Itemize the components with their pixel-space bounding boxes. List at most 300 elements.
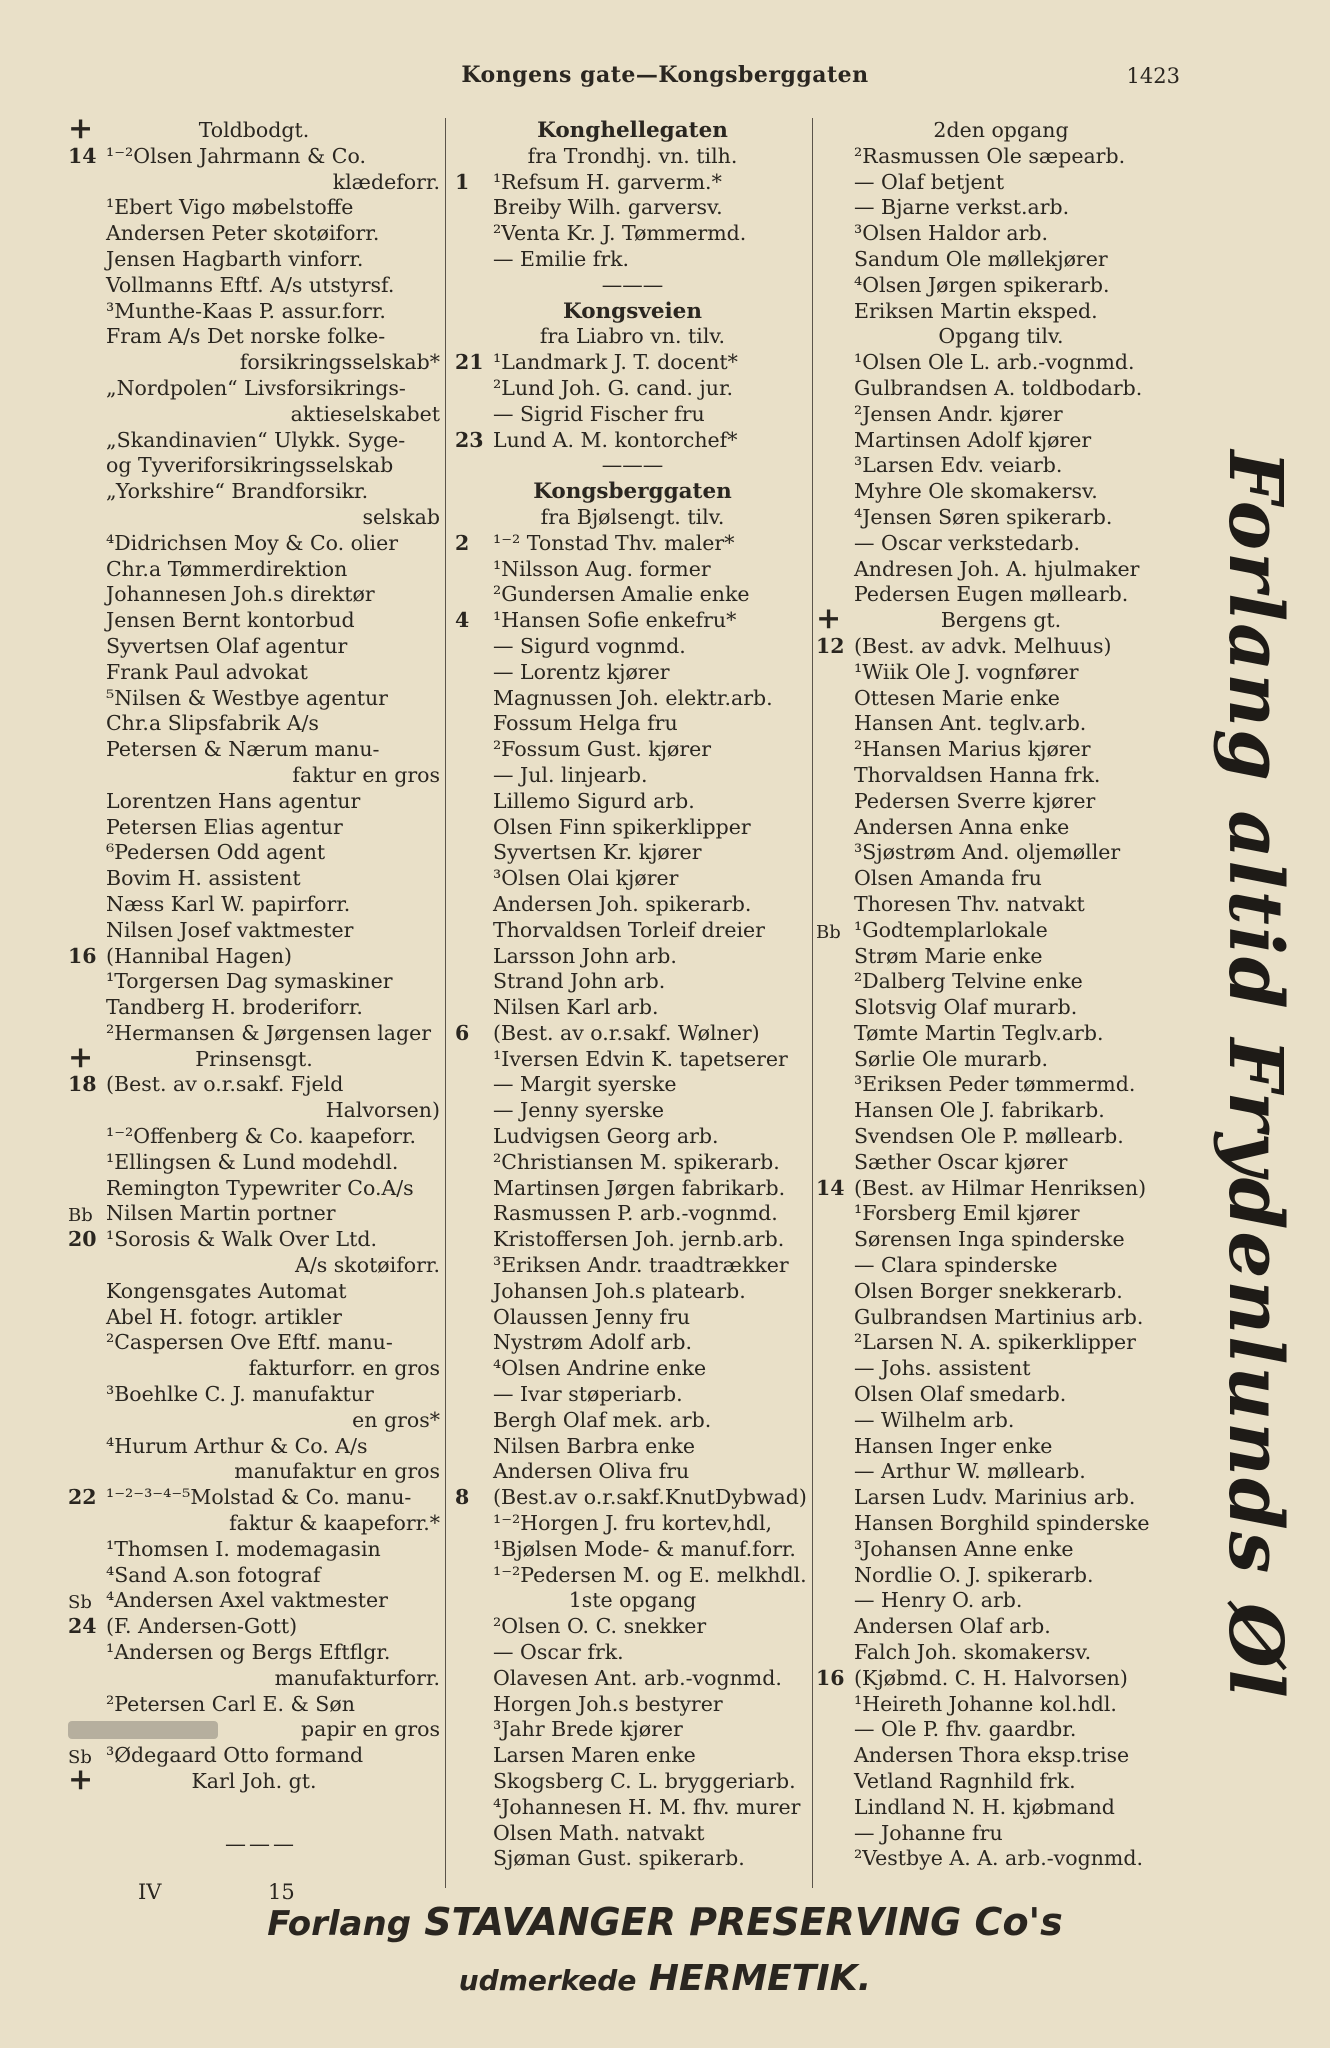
entry-text: Prinsensgt.	[195, 1046, 313, 1071]
directory-entry	[816, 737, 1186, 763]
entry-text: Martinsen Jørgen fabrikarb.	[493, 1175, 786, 1200]
directory-entry	[68, 324, 440, 350]
house-number: 4	[455, 608, 470, 633]
directory-entry	[68, 1098, 440, 1124]
entry-text: Sørlie Ole murarb.	[854, 1046, 1049, 1071]
directory-entry	[68, 634, 440, 660]
directory-entry	[455, 1098, 810, 1124]
directory-entry	[68, 1511, 440, 1537]
directory-entry	[455, 1124, 810, 1150]
entry-text: Olsen Finn spikerklipper	[493, 814, 751, 839]
directory-entry	[455, 299, 810, 325]
directory-entry	[68, 144, 440, 170]
directory-entry	[455, 557, 810, 583]
directory-entry	[816, 1253, 1186, 1279]
entry-text: ²Petersen Carl E. & Søn	[106, 1691, 355, 1716]
directory-entry	[455, 1279, 810, 1305]
directory-entry	[68, 170, 440, 196]
directory-entry	[455, 789, 810, 815]
directory-entry	[455, 1537, 810, 1563]
ink-smudge	[68, 1721, 218, 1739]
directory-entry	[455, 944, 810, 970]
bottom-ad-brand: STAVANGER PRESERVING Co's	[424, 1900, 1063, 1944]
entry-text: — Oscar frk.	[493, 1640, 624, 1665]
entry-text: Pedersen Eugen møllearb.	[854, 582, 1129, 607]
entry-text: Thoresen Thv. natvakt	[854, 891, 1085, 916]
directory-entry	[68, 1743, 440, 1769]
directory-entry	[455, 1408, 810, 1434]
entry-text: og Tyveriforsikringsselskab	[106, 453, 394, 478]
entry-text: Nystrøm Adolf arb.	[493, 1330, 692, 1355]
entry-text: — Clara spinderske	[854, 1253, 1058, 1278]
directory-entry	[68, 969, 440, 995]
directory-entry	[68, 111, 440, 146]
entry-text: Lindland N. H. kjøbmand	[854, 1794, 1115, 1819]
entry-text: Kongsveien	[563, 298, 702, 324]
entry-text: Andersen Peter skotøiforr.	[106, 221, 380, 246]
directory-entry	[68, 840, 440, 866]
directory-entry	[816, 1072, 1186, 1098]
entry-text: — Olaf betjent	[854, 169, 1005, 194]
directory-entry	[455, 840, 810, 866]
entry-text: klædeforr.	[332, 169, 440, 194]
house-number: 1	[455, 169, 470, 194]
directory-entry	[68, 299, 440, 325]
directory-entry	[68, 221, 440, 247]
directory-entry	[455, 1201, 810, 1227]
directory-entry	[455, 1021, 810, 1047]
entry-text: Frank Paul advokat	[106, 659, 308, 684]
directory-entry	[455, 453, 810, 479]
entry-text: Magnussen Joh. elektr.arb.	[493, 685, 773, 710]
entry-text: ²Hansen Marius kjører	[854, 737, 1091, 762]
entry-text: Larsen Maren enke	[493, 1743, 696, 1768]
entry-text: Vollmanns Eftf. A/s utstyrsf.	[106, 272, 395, 297]
directory-entry	[816, 944, 1186, 970]
directory-entry	[68, 273, 440, 299]
directory-entry	[455, 170, 810, 196]
directory-entry	[68, 660, 440, 686]
house-number: 16	[68, 943, 97, 968]
directory-entry	[816, 1795, 1186, 1821]
entry-text: — Ole P. fhv. gaardbr.	[854, 1717, 1077, 1742]
directory-entry	[816, 1640, 1186, 1666]
entry-text: ¹Ebert Vigo møbelstoffe	[106, 195, 354, 220]
directory-entry	[455, 1846, 810, 1872]
footer-sheet: 15	[268, 1880, 295, 1904]
directory-entry	[455, 918, 810, 944]
entry-text: ²Jensen Andr. kjører	[854, 401, 1063, 426]
entry-text: ³Jahr Brede kjører	[493, 1717, 683, 1742]
directory-entry	[68, 1021, 440, 1047]
house-number: 12	[816, 633, 845, 658]
entry-text: Olsen Amanda fru	[854, 866, 1042, 891]
directory-entry	[816, 995, 1186, 1021]
directory-entry	[455, 505, 810, 531]
house-number: 18	[68, 1072, 97, 1097]
directory-entry	[68, 195, 440, 221]
entry-text: Næss Karl W. papirforr.	[106, 891, 351, 916]
entry-text: Bergh Olaf mek. arb.	[493, 1407, 712, 1432]
directory-entry	[455, 1666, 810, 1692]
entry-text: Remington Typewriter Co.A/s	[106, 1175, 414, 1200]
directory-entry	[455, 582, 810, 608]
entry-text: Ludvigsen Georg arb.	[493, 1124, 719, 1149]
entry-text: Olsen Olaf smedarb.	[854, 1382, 1067, 1407]
page-title: Kongens gate—Kongsberggaten	[461, 62, 869, 88]
directory-entry	[68, 892, 440, 918]
entry-text: Thorvaldsen Hanna frk.	[854, 762, 1101, 787]
directory-entry	[816, 1021, 1186, 1047]
entry-text: Fossum Helga fru	[493, 711, 678, 736]
entry-text: ³Sjøstrøm And. oljemøller	[854, 840, 1121, 865]
directory-entry	[455, 350, 810, 376]
entry-text: manufaktur en gros	[234, 1459, 440, 1484]
entry-text: ³Ødegaard Otto formand	[106, 1743, 364, 1768]
bottom-ad-line-1	[0, 1900, 1330, 1944]
directory-entry	[68, 1537, 440, 1563]
entry-text: ¹Torgersen Dag symaskiner	[106, 969, 393, 994]
entry-text: Slotsvig Olaf murarb.	[854, 995, 1078, 1020]
entry-text: ³Johansen Anne enke	[854, 1536, 1074, 1561]
directory-entry	[455, 1717, 810, 1743]
entry-text: Hansen Ant. teglv.arb.	[854, 711, 1087, 736]
entry-text: Skogsberg C. L. bryggeriarb.	[493, 1769, 796, 1793]
directory-entry	[68, 1382, 440, 1408]
entry-text: Olavesen Ant. arb.-vognmd.	[493, 1665, 782, 1690]
directory-entry	[816, 1563, 1186, 1589]
directory-entry	[816, 376, 1186, 402]
directory-entry	[455, 402, 810, 428]
entry-text: Jensen Hagbarth vinforr.	[106, 246, 364, 271]
directory-entry	[816, 686, 1186, 712]
cross-street-marker: +	[68, 1762, 94, 1797]
entry-text: ¹Hansen Sofie enkefru*	[493, 608, 737, 633]
entry-text: Tømte Martin Teglv.arb.	[854, 1020, 1104, 1045]
entry-text: ⁴Andersen Axel vaktmester	[106, 1588, 388, 1613]
entry-text: Vetland Ragnhild frk.	[854, 1769, 1076, 1793]
entry-text: (Best. av o.r.sakf. Wølner)	[493, 1020, 760, 1045]
entry-text: ¹Nilsson Aug. former	[493, 556, 711, 581]
entry-text: Strøm Marie enke	[854, 943, 1043, 968]
entry-text: ³Eriksen Andr. traadtrækker	[493, 1253, 789, 1278]
entry-text: Kristoffersen Joh. jernb.arb.	[493, 1227, 785, 1252]
directory-entry	[816, 299, 1186, 325]
directory-entry	[68, 247, 440, 273]
directory-entry	[455, 531, 810, 557]
entry-text: „Yorkshire“ Brandforsikr.	[106, 479, 369, 504]
entry-text: faktur en gros	[292, 762, 440, 787]
entry-text: Sandum Ole møllekjører	[854, 246, 1108, 271]
entry-text: ²Fossum Gust. kjører	[493, 737, 712, 762]
column-divider	[812, 118, 813, 1888]
directory-entry	[816, 1176, 1186, 1202]
directory-entry	[816, 1305, 1186, 1331]
entry-text: Horgen Joh.s bestyrer	[493, 1691, 723, 1716]
entry-text: Lund A. M. kontorchef*	[493, 427, 738, 452]
entry-text: Petersen & Nærum manu-	[106, 737, 380, 762]
entry-text: ¹Sorosis & Walk Over Ltd.	[106, 1227, 377, 1252]
entry-text: ³Olsen Haldor arb.	[854, 221, 1049, 246]
entry-text: A/s skotøiforr.	[295, 1253, 440, 1278]
entry-text: Bergens gt.	[940, 608, 1062, 633]
directory-entry	[68, 763, 440, 789]
entry-text: Tandberg H. broderiforr.	[106, 995, 363, 1020]
directory-entry	[455, 1434, 810, 1460]
entry-text: — Lorentz kjører	[493, 659, 670, 684]
directory-entry	[68, 918, 440, 944]
entry-text: Svendsen Ole P. møllearb.	[854, 1124, 1124, 1149]
directory-entry	[455, 1072, 810, 1098]
entry-text: Nilsen Josef vaktmester	[106, 917, 354, 942]
entry-text: ¹⁻²Horgen J. fru kortev,hdl,	[493, 1511, 773, 1536]
entry-text: Hansen Borghild spinderske	[854, 1511, 1150, 1536]
directory-entry	[816, 1098, 1186, 1124]
directory-entry	[68, 402, 440, 428]
house-number: 6	[455, 1020, 470, 1045]
entry-text: fra Liabro vn. tilv.	[539, 324, 726, 349]
house-number: 20	[68, 1227, 97, 1252]
directory-entry	[68, 1563, 440, 1589]
directory-entry	[68, 1717, 440, 1743]
directory-entry	[68, 1692, 440, 1718]
entry-text: ¹Forsberg Emil kjører	[854, 1201, 1080, 1226]
directory-entry	[455, 1563, 810, 1589]
directory-entry	[455, 479, 810, 505]
directory-entry	[68, 1039, 440, 1075]
directory-entry	[816, 815, 1186, 841]
page-number: 1423	[1126, 64, 1180, 88]
directory-entry	[68, 1176, 440, 1202]
directory-entry	[455, 1485, 810, 1511]
directory-entry	[68, 1459, 440, 1485]
directory-entry	[816, 350, 1186, 376]
entry-text: ———	[601, 272, 664, 297]
entry-text: Nordlie O. J. spikerarb.	[854, 1562, 1094, 1587]
directory-entry	[68, 453, 440, 479]
entry-text: ¹Iversen Edvin K. tapetserer	[493, 1046, 788, 1071]
entry-text: ¹Ellingsen & Lund modehdl.	[106, 1149, 399, 1174]
directory-entry	[816, 273, 1186, 299]
side-advertisement	[1190, 450, 1320, 1700]
entry-text: — Jul. linjearb.	[493, 762, 648, 787]
directory-entry	[68, 428, 440, 454]
directory-entry	[816, 195, 1186, 221]
footer-volume: IV	[138, 1880, 162, 1904]
entry-text: — Ivar støperiarb.	[493, 1382, 683, 1407]
entry-text: 1ste opgang	[568, 1588, 697, 1613]
directory-entry	[455, 1382, 810, 1408]
entry-text: Kongsberggaten	[533, 479, 732, 505]
column-2	[455, 118, 810, 1872]
directory-entry	[816, 892, 1186, 918]
entry-text: (Kjøbmd. C. H. Halvorsen)	[854, 1665, 1128, 1690]
directory-entry	[68, 1408, 440, 1434]
entry-text: ⁴Hurum Arthur & Co. A/s	[106, 1433, 368, 1458]
entry-text: ¹Bjølsen Mode- & manuf.forr.	[493, 1536, 796, 1561]
entry-text: manufakturforr.	[274, 1665, 440, 1690]
directory-entry	[816, 247, 1186, 273]
directory-entry	[816, 479, 1186, 505]
entry-text: Johannesen Joh.s direktør	[106, 582, 375, 607]
directory-entry	[816, 1279, 1186, 1305]
column-3	[816, 118, 1186, 1872]
directory-entry	[455, 1227, 810, 1253]
entry-text: Chr.a Slipsfabrik A/s	[106, 711, 319, 736]
directory-entry	[455, 1588, 810, 1614]
side-ad-text: Forlang altid Frydenlunds Øl	[1212, 450, 1298, 1700]
directory-entry	[816, 1588, 1186, 1614]
directory-entry	[68, 711, 440, 737]
entry-text: ¹⁻²Pedersen M. og E. melkhdl.	[493, 1562, 807, 1587]
entry-text: ²Dalberg Telvine enke	[854, 969, 1083, 994]
directory-entry	[816, 1511, 1186, 1537]
entry-text: Halvorsen)	[325, 1098, 440, 1123]
entry-text: ²Venta Kr. J. Tømmermd.	[493, 221, 747, 246]
entry-text: ⁴Johannesen H. M. fhv. murer	[493, 1794, 801, 1819]
entry-text: ³Munthe-Kaas P. assur.forr.	[106, 298, 386, 323]
house-number: 8	[455, 1485, 470, 1510]
directory-entry	[68, 582, 440, 608]
entry-text: Andersen Joh. spikerarb.	[493, 891, 752, 916]
directory-entry	[68, 1305, 440, 1331]
entry-text: Hansen Inger enke	[854, 1433, 1053, 1458]
entry-text: Toldbodgt.	[198, 118, 310, 142]
entry-text: ³Boehlke C. J. manufaktur	[106, 1382, 374, 1407]
house-number: 14	[68, 143, 97, 168]
directory-entry	[68, 1485, 440, 1511]
entry-text: (Best.av o.r.sakf.KnutDybwad)	[493, 1485, 807, 1510]
bottom-ad-hermetik: HERMETIK.	[648, 1958, 872, 1999]
entry-text: — Henry O. arb.	[854, 1588, 1023, 1613]
entry-text: ²Larsen N. A. spikerklipper	[854, 1330, 1136, 1355]
house-number: 21	[455, 350, 484, 375]
directory-entry	[455, 892, 810, 918]
directory-entry	[455, 1305, 810, 1331]
directory-entry	[68, 866, 440, 892]
entry-text: Sjøman Gust. spikerarb.	[493, 1846, 745, 1871]
directory-entry	[68, 350, 440, 376]
entry-text: Konghellegaten	[537, 118, 728, 143]
directory-entry	[816, 1047, 1186, 1073]
house-number: Sb	[68, 1747, 92, 1769]
entry-text: ———	[601, 453, 664, 478]
house-number: 24	[68, 1614, 97, 1639]
directory-entry	[816, 918, 1186, 944]
directory-entry	[455, 195, 810, 221]
directory-entry	[68, 1614, 440, 1640]
entry-text: ²Olsen O. C. snekker	[493, 1614, 707, 1639]
directory-entry	[455, 1743, 810, 1769]
entry-text: — Wilhelm arb.	[854, 1407, 1015, 1432]
entry-text: Myhre Ole skomakersv.	[854, 479, 1098, 504]
directory-entry	[816, 170, 1186, 196]
directory-entry	[455, 1356, 810, 1382]
directory-entry	[68, 944, 440, 970]
directory-entry	[455, 144, 810, 170]
house-number: 14	[816, 1175, 845, 1200]
entry-text: Thorvaldsen Torleif dreier	[493, 917, 765, 942]
entry-text: Lillemo Sigurd arb.	[493, 788, 695, 813]
house-number: Bb	[816, 921, 841, 943]
entry-text: ¹Heireth Johanne kol.hdl.	[854, 1691, 1117, 1716]
entry-text: — Arthur W. møllearb.	[854, 1459, 1086, 1484]
directory-entry	[455, 634, 810, 660]
directory-entry	[816, 763, 1186, 789]
directory-entry	[455, 1150, 810, 1176]
directory-entry	[816, 866, 1186, 892]
directory-entry	[455, 608, 810, 634]
entry-text: — Bjarne verkst.arb.	[854, 195, 1070, 220]
house-number: 2	[455, 530, 470, 555]
house-number: 16	[816, 1665, 845, 1690]
directory-entry	[68, 376, 440, 402]
directory-entry	[816, 711, 1186, 737]
directory-entry	[455, 247, 810, 273]
directory-entry	[68, 1201, 440, 1227]
entry-text: ¹⁻²⁻³⁻⁴⁻⁵Molstad & Co. manu-	[106, 1485, 412, 1510]
entry-text: ¹⁻² Tonstad Thv. maler*	[493, 530, 735, 555]
entry-text: Andersen Olaf arb.	[854, 1614, 1051, 1639]
entry-text: ¹Godtemplarlokale	[854, 917, 1048, 942]
directory-entry	[816, 557, 1186, 583]
directory-entry	[816, 1459, 1186, 1485]
entry-text: — Margit syerske	[493, 1072, 677, 1097]
entry-text: selskab	[362, 504, 440, 529]
entry-text: Ottesen Marie enke	[854, 685, 1060, 710]
entry-text: Andersen Oliva fru	[493, 1459, 690, 1484]
entry-text: (F. Andersen-Gott)	[106, 1614, 298, 1639]
entry-text: ¹Olsen Ole L. arb.-vognmd.	[854, 350, 1135, 375]
directory-entry	[816, 634, 1186, 660]
directory-entry	[68, 1279, 440, 1305]
directory-entry	[816, 1408, 1186, 1434]
directory-entry	[68, 995, 440, 1021]
entry-text: aktieselskabet	[290, 401, 440, 426]
directory-entry	[816, 1330, 1186, 1356]
entry-text: Nilsen Karl arb.	[493, 995, 659, 1020]
entry-text: ¹Landmark J. T. docent*	[493, 350, 738, 375]
entry-text: ⁴Didrichsen Moy & Co. olier	[106, 530, 399, 555]
entry-text: — Jenny syerske	[493, 1098, 664, 1123]
house-number: 23	[455, 427, 484, 452]
directory-entry	[455, 1614, 810, 1640]
directory-entry	[68, 1640, 440, 1666]
directory-entry	[68, 815, 440, 841]
entry-text: ¹⁻²Offenberg & Co. kaapeforr.	[106, 1124, 417, 1149]
entry-text: Larsson John arb.	[493, 943, 677, 968]
entry-text: Andresen Joh. A. hjulmaker	[854, 556, 1140, 581]
directory-entry	[455, 686, 810, 712]
directory-entry	[816, 1666, 1186, 1692]
entry-text: Andersen Anna enke	[854, 814, 1070, 839]
directory-entry	[455, 1821, 810, 1847]
directory-entry	[68, 1666, 440, 1692]
directory-entry	[455, 995, 810, 1021]
entry-text: Kongensgates Automat	[106, 1278, 347, 1303]
directory-entry	[68, 1356, 440, 1382]
entry-text: Martinsen Adolf kjører	[854, 427, 1092, 452]
directory-entry	[455, 815, 810, 841]
entry-text: Karl Joh. gt.	[191, 1769, 317, 1793]
entry-text: ¹⁻²Olsen Jahrmann & Co.	[106, 143, 366, 168]
entry-text: ³Larsen Edv. veiarb.	[854, 453, 1063, 478]
entry-text: Sørensen Inga spinderske	[854, 1227, 1125, 1252]
directory-entry	[816, 1692, 1186, 1718]
directory-entry	[68, 479, 440, 505]
directory-entry	[816, 840, 1186, 866]
directory-entry	[816, 531, 1186, 557]
